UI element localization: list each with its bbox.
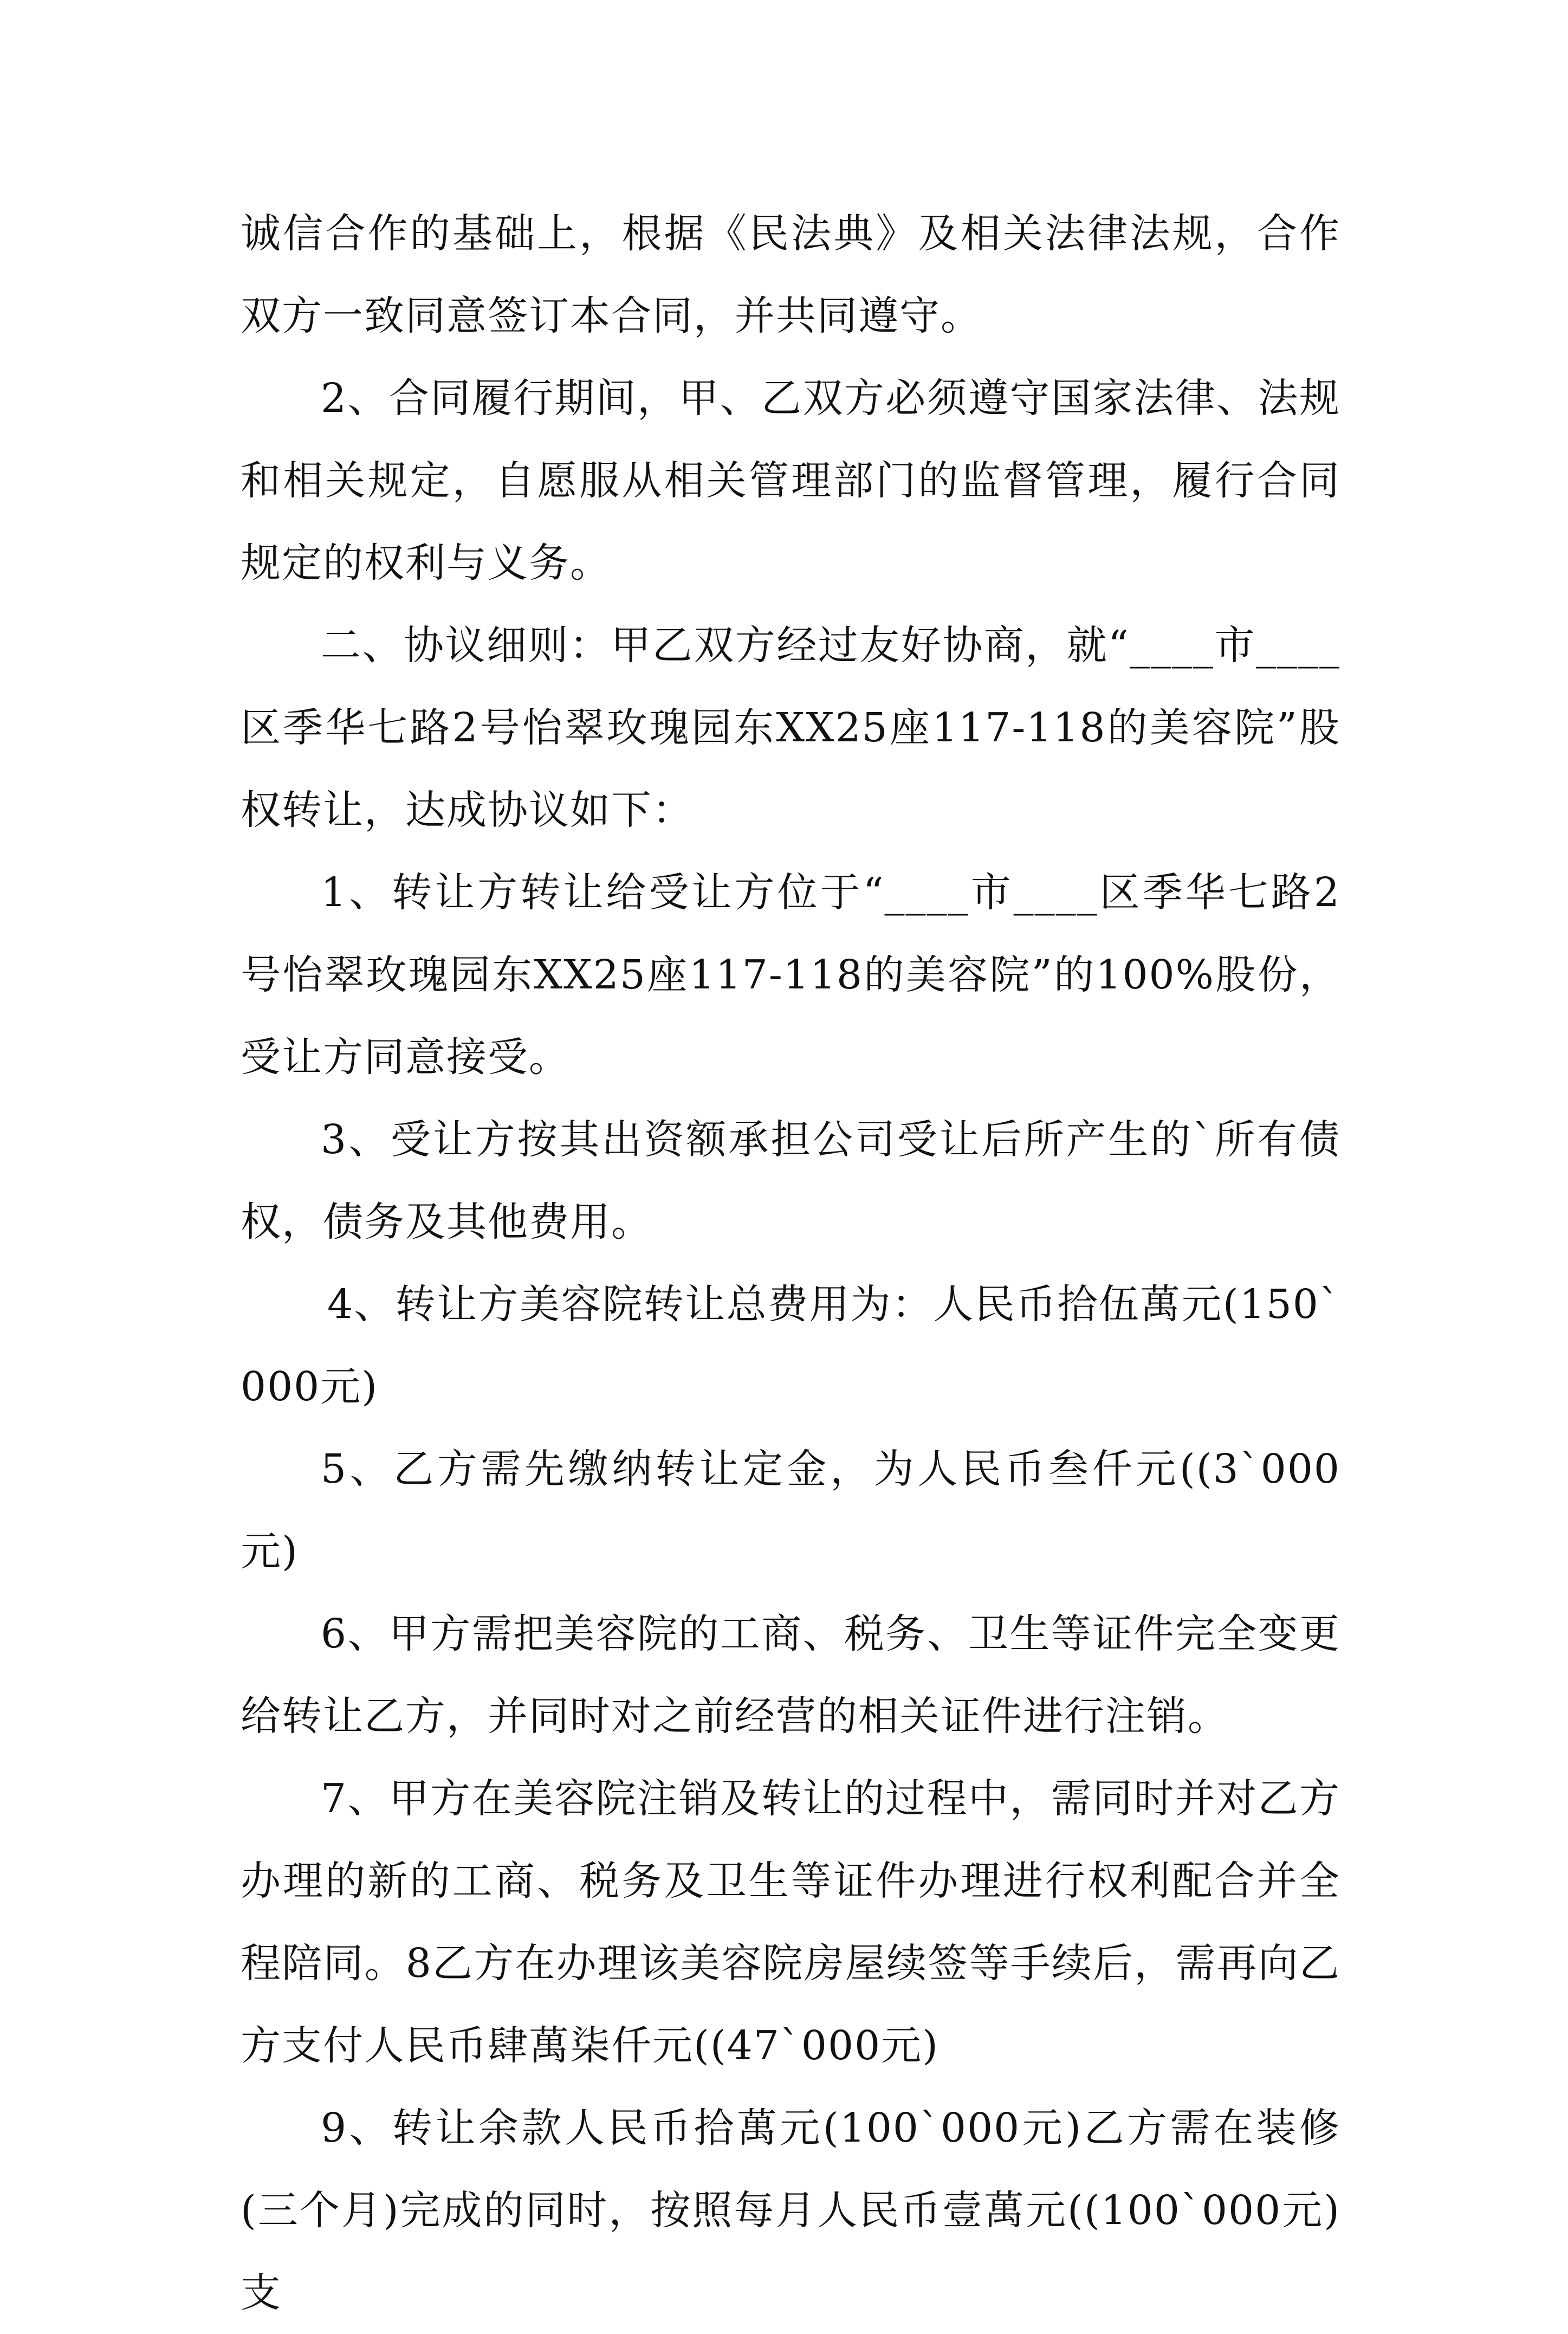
paragraph-clause-5-deposit: 5、乙方需先缴纳转让定金，为人民币叁仟元((3`000元) [241, 1446, 1340, 1575]
paragraph-clause-2-obligations: 2、合同履行期间，甲、乙双方必须遵守国家法律、法规和相关规定，自愿服从相关管理部门的监督管理，履行合同规定的权利与义务。 [241, 375, 1340, 586]
document-body [241, 192, 1340, 2334]
paragraph-clause-6-licenses: 6、甲方需把美容院的工商、税务、卫生等证件完全变更给转让乙方，并同时对之前经营的相关证件进行注销。 [241, 1611, 1340, 1740]
paragraph-section-2-details: 二、协议细则：甲乙双方经过友好协商，就“____市____区季华七路2号怡翠玫瑰园东XX25座117-118的美容院”股权转让，达成协议如下： [241, 622, 1340, 833]
paragraph-intro-continuation: 诚信合作的基础上，根据《民法典》及相关法律法规，合作双方一致同意签订本合同，并共同遵守。 [241, 210, 1340, 339]
paragraph-clause-9-balance: 9、转让余款人民币拾萬元(100`000元)乙方需在装修(三个月)完成的同时，按照每月人民币壹萬元((100`000元)支 [241, 2105, 1340, 2316]
paragraph-clause-7-8-cooperation-payment: 7、甲方在美容院注销及转让的过程中，需同时并对乙方办理的新的工商、税务及卫生等证件办理进行权利配合并全程陪同。8乙方在办理该美容院房屋续签等手续后，需再向乙方支付人民币肆萬柒仟元((47`000元) [241, 1775, 1340, 2069]
paragraph-clause-1-share-transfer: 1、转让方转让给受让方位于“____市____区季华七路2号怡翠玫瑰园东XX25座117-118的美容院”的100%股份，受让方同意接受。 [241, 869, 1340, 1081]
paragraph-clause-3-liabilities: 3、受让方按其出资额承担公司受让后所产生的`所有债权，债务及其他费用。 [241, 1116, 1340, 1245]
paragraph-clause-4-total-fee: 4、转让方美容院转让总费用为：人民币拾伍萬元(150`000元) [241, 1281, 1340, 1410]
